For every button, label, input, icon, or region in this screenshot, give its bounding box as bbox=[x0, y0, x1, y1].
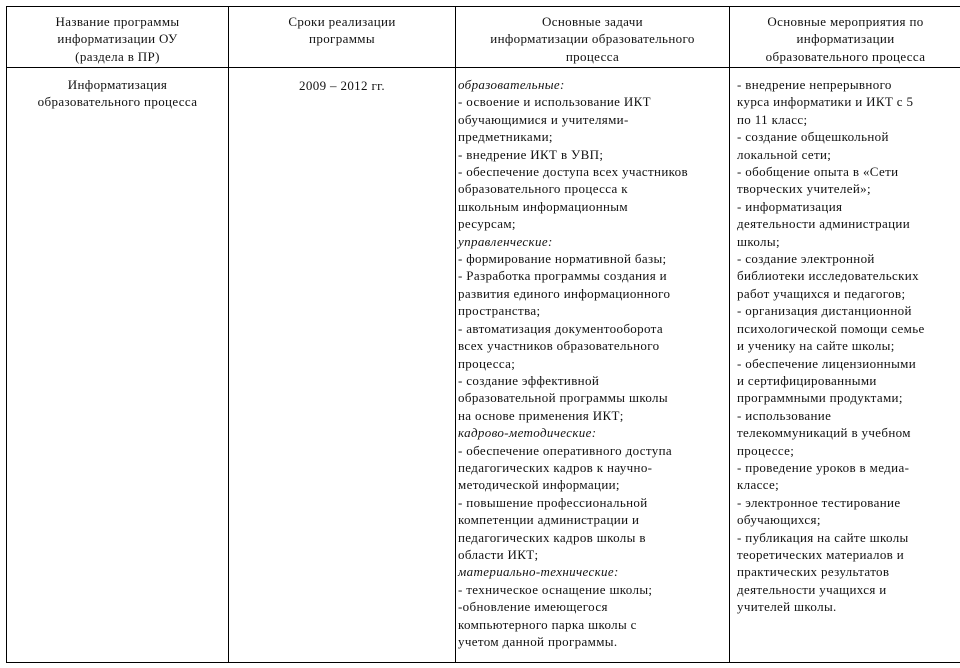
plan-table bbox=[6, 6, 960, 663]
task-line: - техническое оснащение школы; bbox=[458, 581, 653, 597]
task-line: педагогических кадров к научно- bbox=[458, 459, 653, 475]
activity-line: - публикация на сайте школы bbox=[737, 529, 909, 545]
activity-line: - обеспечение лицензионными bbox=[737, 355, 917, 371]
activity-line: школы; bbox=[737, 233, 780, 249]
activity-line: - проведение уроков в медиа- bbox=[737, 459, 910, 475]
column-divider bbox=[228, 7, 229, 662]
task-line: - Разработка программы создания и bbox=[458, 268, 667, 284]
task-line: - создание эффективной bbox=[458, 372, 600, 388]
tasks-cell bbox=[458, 76, 688, 650]
activity-line: работ учащихся и педагогов; bbox=[737, 285, 906, 301]
task-category: кадрово-методические: bbox=[458, 425, 597, 441]
activity-line: классе; bbox=[737, 477, 780, 493]
activity-line: по 11 класс; bbox=[737, 111, 808, 127]
task-category: управленческие: bbox=[458, 233, 553, 249]
activity-line: курса информатики и ИКТ с 5 bbox=[737, 94, 914, 110]
activity-line: деятельности учащихся и bbox=[737, 581, 887, 597]
activity-line: программными продуктами; bbox=[737, 390, 903, 406]
activity-line: - организация дистанционной bbox=[737, 303, 912, 319]
activity-line: библиотеки исследовательских bbox=[737, 268, 919, 284]
header-period: Сроки реализации программы bbox=[288, 14, 396, 47]
task-line: области ИКТ; bbox=[458, 546, 539, 562]
header-activities: Основные мероприятия по информатизации образовательного процесса bbox=[765, 14, 926, 64]
task-line: развития единого информационного bbox=[458, 285, 671, 301]
activity-line: - создание общешкольной bbox=[737, 129, 889, 145]
task-line: - обеспечение доступа всех участников bbox=[458, 164, 688, 180]
task-line: образовательной программы школы bbox=[458, 390, 668, 406]
activity-line: - электронное тестирование bbox=[737, 494, 901, 510]
activity-line: - внедрение непрерывного bbox=[737, 77, 892, 92]
activity-line: - создание электронной bbox=[737, 251, 875, 267]
task-line: методической информации; bbox=[458, 477, 620, 493]
task-line: всех участников образовательного bbox=[458, 338, 660, 354]
activity-line: и сертифицированными bbox=[737, 372, 877, 388]
activity-line: обучающихся; bbox=[737, 512, 821, 528]
task-line: на основе применения ИКТ; bbox=[458, 407, 624, 423]
header-divider bbox=[7, 67, 960, 68]
activity-line: практических результатов bbox=[737, 564, 890, 580]
task-category: образовательные: bbox=[458, 77, 565, 92]
activity-line: телекоммуникаций в учебном bbox=[737, 425, 911, 441]
program-name-cell: Информатизация образовательного процесса bbox=[37, 77, 198, 110]
task-line: образовательного процесса к bbox=[458, 181, 628, 197]
activity-line: - обобщение опыта в «Сети bbox=[737, 164, 899, 180]
task-line: -обновление имеющегося bbox=[458, 599, 608, 615]
task-line: учетом данной программы. bbox=[458, 634, 618, 649]
task-line: - обеспечение оперативного доступа bbox=[458, 442, 673, 458]
activity-line: - информатизация bbox=[737, 198, 843, 214]
activity-line: теоретических материалов и bbox=[737, 546, 905, 562]
activities-cell bbox=[737, 76, 925, 616]
activity-line: процессе; bbox=[737, 442, 795, 458]
task-line: - повышение профессиональной bbox=[458, 494, 648, 510]
task-line: ресурсам; bbox=[458, 216, 516, 232]
task-line: процесса; bbox=[458, 355, 516, 371]
activity-line: и ученику на сайте школы; bbox=[737, 338, 895, 354]
task-line: педагогических кадров школы в bbox=[458, 529, 646, 545]
column-divider bbox=[729, 7, 730, 662]
task-line: обучающимися и учителями- bbox=[458, 111, 629, 127]
activity-line: локальной сети; bbox=[737, 146, 832, 162]
activity-line: психологической помощи семье bbox=[737, 320, 925, 336]
task-line: - освоение и использование ИКТ bbox=[458, 94, 651, 110]
task-line: школьным информационным bbox=[458, 198, 628, 214]
task-line: пространства; bbox=[458, 303, 541, 319]
task-line: компьютерного парка школы с bbox=[458, 616, 637, 632]
activity-line: творческих учителей»; bbox=[737, 181, 871, 197]
task-line: компетенции администрации и bbox=[458, 512, 640, 528]
task-line: предметниками; bbox=[458, 129, 553, 145]
period-cell: 2009 – 2012 гг. bbox=[299, 78, 385, 93]
header-program-name: Название программы информатизации ОУ (раздела в ПР) bbox=[55, 14, 180, 64]
task-line: - автоматизация документооборота bbox=[458, 320, 663, 336]
task-line: - внедрение ИКТ в УВП; bbox=[458, 146, 604, 162]
header-tasks: Основные задачи информатизации образовательного процесса bbox=[490, 14, 695, 64]
column-divider bbox=[455, 7, 456, 662]
activity-line: деятельности администрации bbox=[737, 216, 911, 232]
activity-line: - использование bbox=[737, 407, 832, 423]
task-category: материально-технические: bbox=[458, 564, 619, 580]
task-line: - формирование нормативной базы; bbox=[458, 251, 667, 267]
activity-line: учителей школы. bbox=[737, 599, 837, 615]
